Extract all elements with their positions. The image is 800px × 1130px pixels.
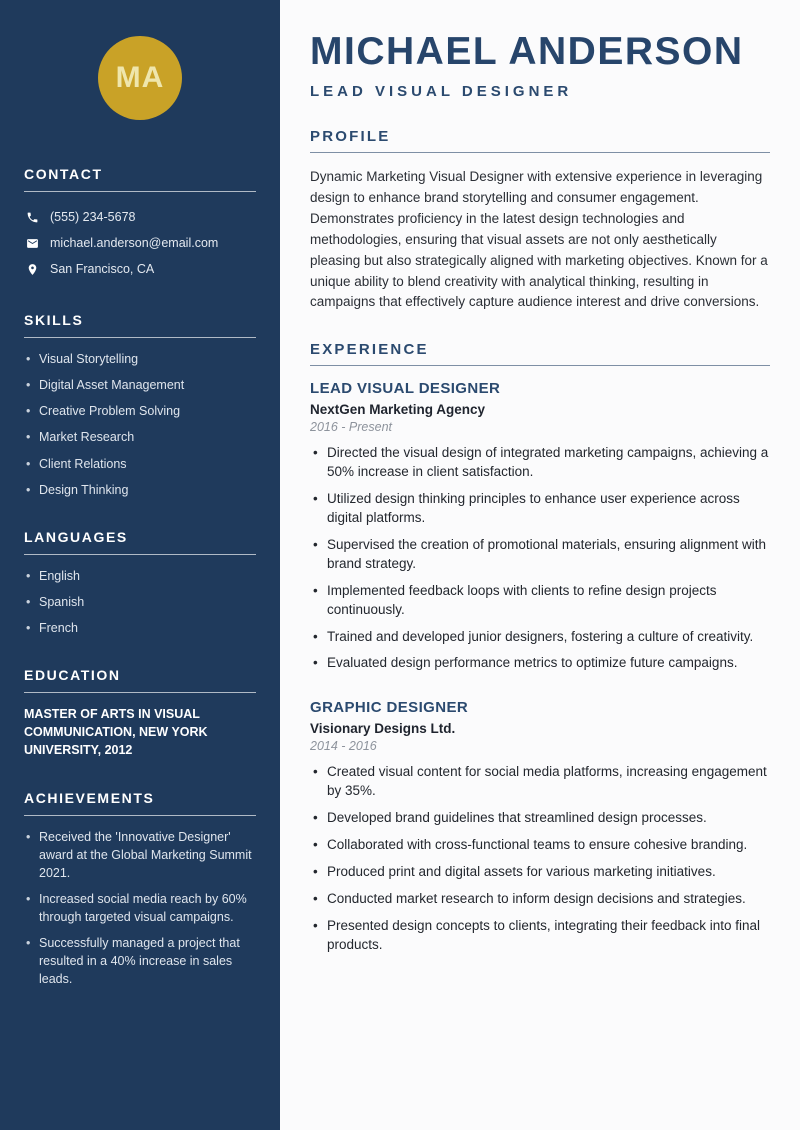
skill-item: • Client Relations bbox=[24, 455, 256, 473]
experience-heading: EXPERIENCE bbox=[310, 341, 770, 366]
job-bullet: • Developed brand guidelines that streamlined design processes. bbox=[310, 809, 770, 828]
email-icon bbox=[26, 237, 39, 250]
person-name: MICHAEL ANDERSON bbox=[310, 30, 744, 73]
avatar bbox=[98, 36, 182, 120]
experience-section bbox=[310, 341, 770, 954]
job-bullet: • Utilized design thinking principles to enhance user experience across digital platforms. bbox=[310, 490, 770, 528]
profile-heading: PROFILE bbox=[310, 128, 770, 153]
contact-location-row bbox=[24, 256, 256, 282]
skill-item: • Digital Asset Management bbox=[24, 376, 256, 394]
skill-item: • Creative Problem Solving bbox=[24, 402, 256, 420]
achievement-item: • Increased social media reach by 60% through targeted visual campaigns. bbox=[24, 890, 256, 926]
job-bullet: • Presented design concepts to clients, integrating their feedback into final products. bbox=[310, 917, 770, 955]
contact-heading: CONTACT bbox=[24, 166, 256, 192]
job-company: NextGen Marketing Agency bbox=[310, 402, 486, 418]
contact-location-text: San Francisco, CA bbox=[50, 262, 155, 276]
job-dates: 2016 - Present bbox=[310, 420, 392, 435]
education-degree: MASTER OF ARTS IN VISUAL COMMUNICATION, NEW YORK UNIVERSITY, 2012 bbox=[24, 707, 208, 758]
skills-heading: SKILLS bbox=[24, 312, 256, 338]
achievements-list bbox=[24, 828, 256, 989]
job-bullets bbox=[310, 444, 770, 673]
job-entry bbox=[310, 699, 770, 954]
job-bullets bbox=[310, 763, 770, 954]
main-content bbox=[280, 0, 800, 1130]
education-section bbox=[24, 667, 256, 759]
languages-list bbox=[24, 567, 256, 637]
job-bullet: • Trained and developed junior designers, fostering a culture of creativity. bbox=[310, 628, 770, 647]
achievement-item: • Received the 'Innovative Designer' award at the Global Marketing Summit 2021. bbox=[24, 828, 256, 882]
job-bullet: • Created visual content for social media platforms, increasing engagement by 35%. bbox=[310, 763, 770, 801]
profile-text: Dynamic Marketing Visual Designer with extensive experience in leveraging design to enhance brand storytelling and consumer engagement. Demonstrates proficiency in the latest design technologies and methodologies, ensuring that visual assets are not only aesthetically pleasing but also strategically aligned with marketing objectives. Known for a unique ability to blend creativity with analytical thinking, resulting in campaigns that effectively capture audience interest and drive conversions. bbox=[310, 168, 768, 310]
job-company: Visionary Designs Ltd. bbox=[310, 721, 456, 737]
job-dates: 2014 - 2016 bbox=[310, 739, 377, 754]
education-heading: EDUCATION bbox=[24, 667, 256, 693]
languages-heading: LANGUAGES bbox=[24, 529, 256, 555]
skill-item: • Market Research bbox=[24, 428, 256, 446]
job-title: GRAPHIC DESIGNER bbox=[310, 699, 469, 717]
job-bullet: • Collaborated with cross-functional teams to ensure cohesive branding. bbox=[310, 836, 770, 855]
person-headline: LEAD VISUAL DESIGNER bbox=[310, 82, 573, 100]
achievement-item: • Successfully managed a project that resulted in a 40% increase in sales leads. bbox=[24, 934, 256, 988]
achievements-heading: ACHIEVEMENTS bbox=[24, 790, 256, 816]
job-bullet: • Implemented feedback loops with clients to refine design projects continuously. bbox=[310, 582, 770, 620]
contact-phone-text: (555) 234-5678 bbox=[50, 210, 136, 224]
job-bullet: • Evaluated design performance metrics to optimize future campaigns. bbox=[310, 654, 770, 673]
skills-list bbox=[24, 350, 256, 499]
phone-icon bbox=[26, 211, 39, 224]
location-icon bbox=[26, 263, 39, 276]
contact-email-text: michael.anderson@email.com bbox=[50, 236, 219, 250]
achievements-section bbox=[24, 790, 256, 989]
job-title: LEAD VISUAL DESIGNER bbox=[310, 380, 501, 398]
job-bullet: • Produced print and digital assets for various marketing initiatives. bbox=[310, 863, 770, 882]
contact-email-row bbox=[24, 230, 256, 256]
job-bullet: • Conducted market research to inform design decisions and strategies. bbox=[310, 890, 770, 909]
contact-phone-row bbox=[24, 204, 256, 230]
job-bullet: • Directed the visual design of integrated marketing campaigns, achieving a 50% increase in client satisfaction. bbox=[310, 444, 770, 482]
language-item: • French bbox=[24, 619, 256, 637]
language-item: • English bbox=[24, 567, 256, 585]
skills-section bbox=[24, 312, 256, 499]
languages-section bbox=[24, 529, 256, 637]
job-entry bbox=[310, 380, 770, 673]
avatar-initials: MA bbox=[115, 61, 165, 94]
language-item: • Spanish bbox=[24, 593, 256, 611]
skill-item: • Design Thinking bbox=[24, 481, 256, 499]
sidebar bbox=[0, 0, 280, 1130]
profile-section bbox=[310, 128, 770, 313]
job-bullet: • Supervised the creation of promotional materials, ensuring alignment with brand strategy. bbox=[310, 536, 770, 574]
contact-section bbox=[24, 166, 256, 282]
skill-item: • Visual Storytelling bbox=[24, 350, 256, 368]
